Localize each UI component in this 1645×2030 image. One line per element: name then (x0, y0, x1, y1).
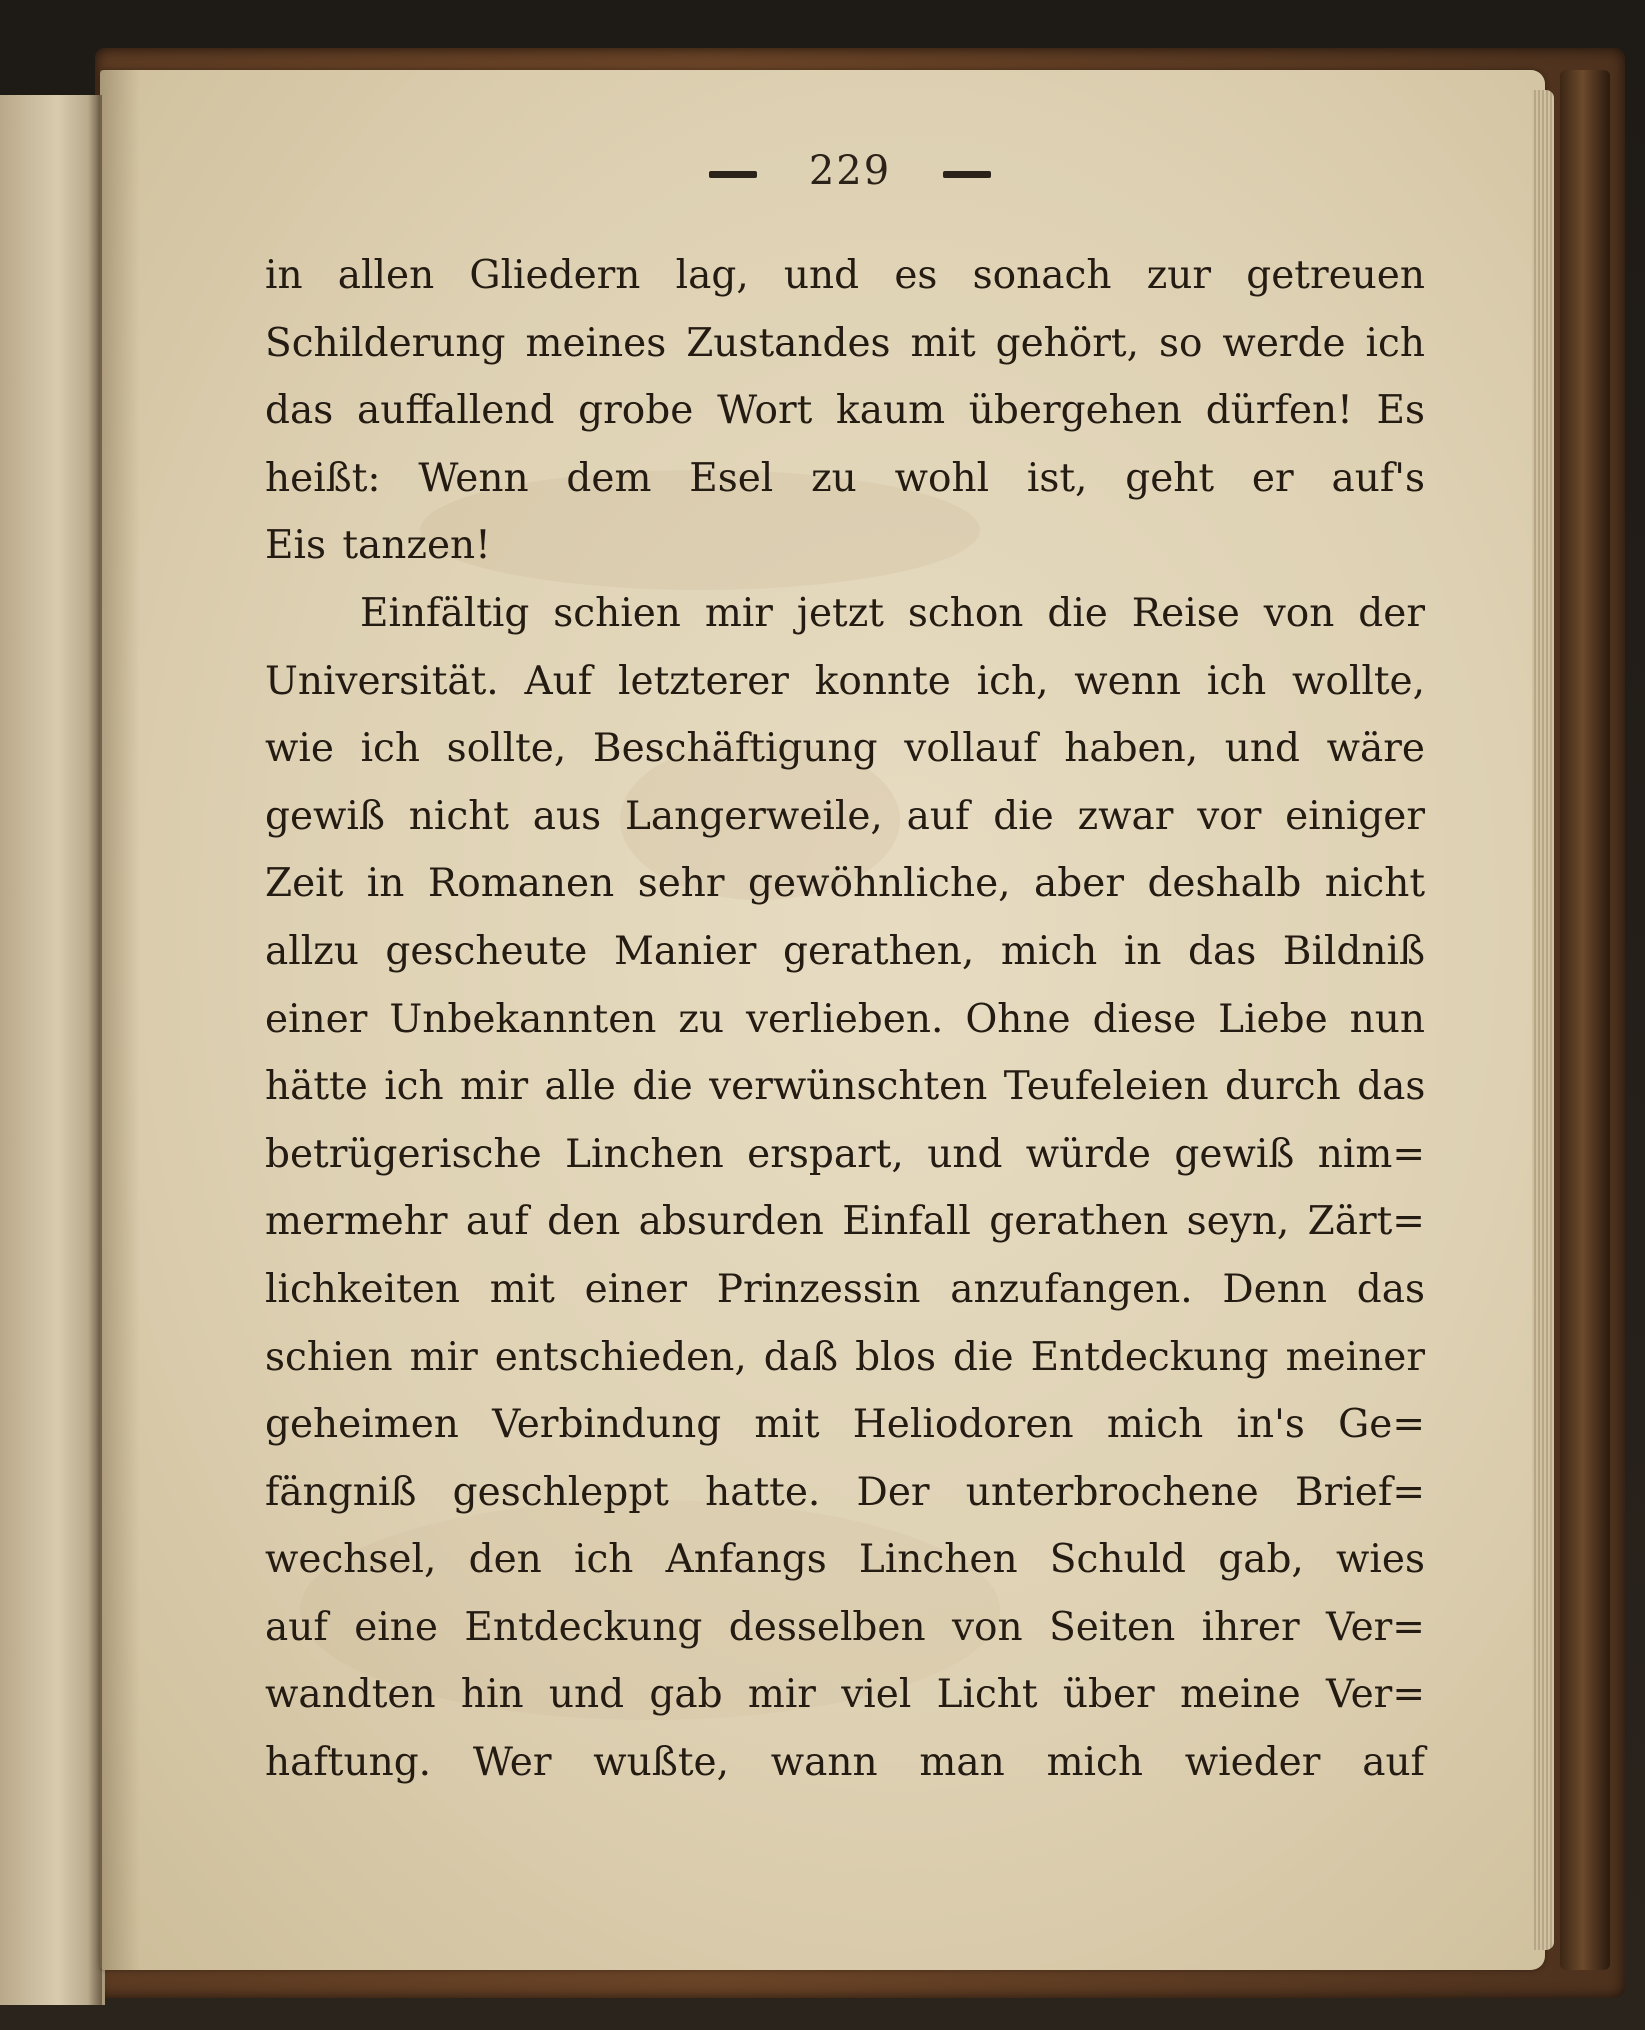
header-dash-left (709, 171, 757, 178)
text-line: in allen Gliedern lag, und es sonach zur getreuen (265, 253, 1425, 298)
body-text (265, 242, 1425, 1797)
text-line: einer Unbekannten zu verlieben. Ohne diese Liebe nun (265, 996, 1425, 1042)
text-line: Schilderung meines Zustandes mit gehört, so werde ich (265, 320, 1425, 366)
text-line: schien mir entschieden, daß blos die Entdeckung meiner (265, 1334, 1425, 1380)
gutter-shadow (100, 70, 140, 1970)
text-line: heißt: Wenn dem Esel zu wohl ist, geht er auf's (265, 455, 1425, 501)
text-line: fängniß geschleppt hatte. Der unterbrochene Brief= (265, 1469, 1425, 1515)
text-line: das auffallend grobe Wort kaum übergehen dürfen! Es (265, 388, 1425, 434)
text-line: hätte ich mir alle die verwünschten Teufeleien durch das (265, 1064, 1426, 1110)
text-line: wechsel, den ich Anfangs Linchen Schuld gab, wies (265, 1537, 1425, 1583)
text-line: Zeit in Romanen sehr gewöhnliche, aber deshalb nicht (265, 861, 1425, 907)
text-line: wandten hin und gab mir viel Licht über meine Ver= (265, 1672, 1425, 1718)
text-line: Universität. Auf letzterer konnte ich, wenn ich wollte, (265, 658, 1425, 704)
text-line: gewiß nicht aus Langerweile, auf die zwar vor einiger (265, 793, 1425, 839)
page-header (270, 148, 1430, 194)
page-number: 229 (808, 148, 892, 194)
text-line: haftung. Wer wußte, wann man mich wieder auf (265, 1740, 1425, 1786)
text-line: betrügerische Linchen erspart, und würde gewiß nim= (265, 1131, 1425, 1177)
binding-edge (1560, 70, 1610, 1970)
text-line: allzu gescheute Manier gerathen, mich in das Bildniß (265, 928, 1425, 974)
text-line: wie ich sollte, Beschäftigung vollauf haben, und wäre (265, 726, 1425, 772)
facing-page-gutter (88, 95, 102, 2005)
text-line: Einfältig schien mir jetzt schon die Reise von der (360, 590, 1425, 636)
text-line: geheimen Verbindung mit Heliodoren mich in's Ge= (265, 1402, 1425, 1448)
text-line: lichkeiten mit einer Prinzessin anzufangen. Denn das (265, 1266, 1425, 1312)
text-line: auf eine Entdeckung desselben von Seiten ihrer Ver= (265, 1604, 1425, 1650)
text-line: mermehr auf den absurden Einfall gerathen seyn, Zärt= (265, 1199, 1425, 1245)
header-dash-right (943, 171, 991, 178)
text-line: Eis tanzen! (265, 523, 491, 569)
page-edges (1532, 90, 1554, 1950)
